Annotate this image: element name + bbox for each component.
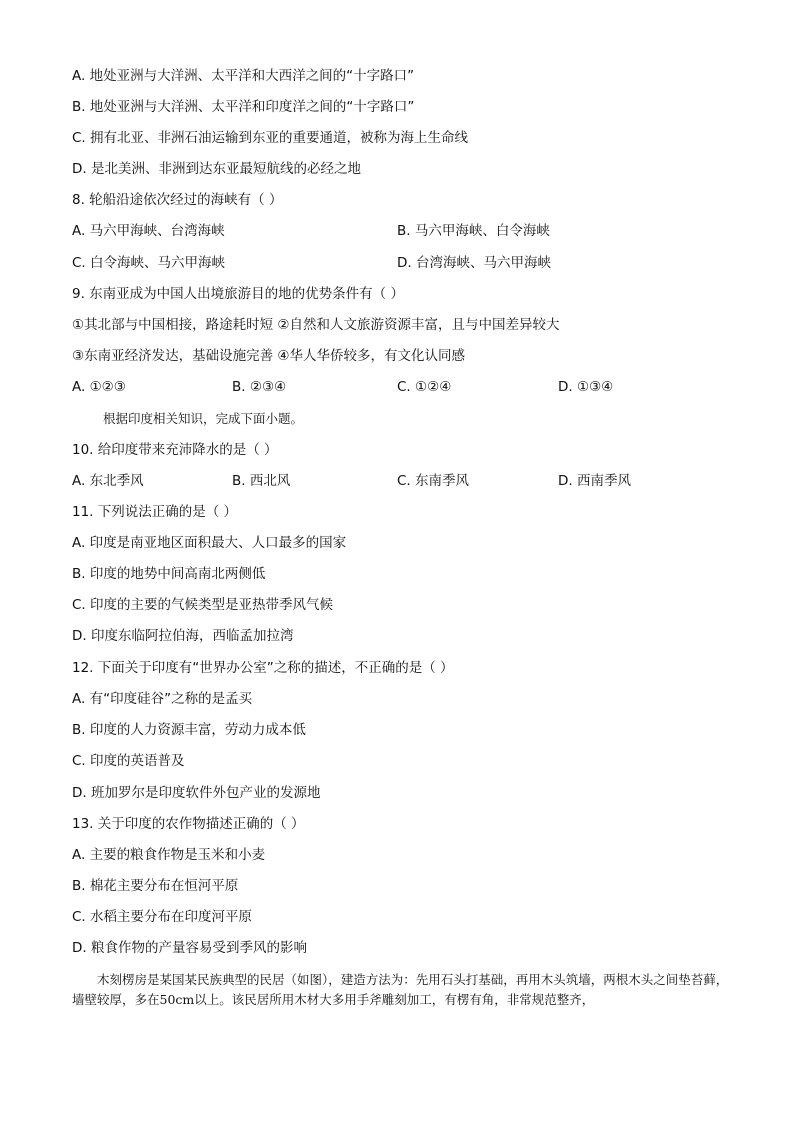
q9-statement-3-4: ③东南亚经济发达，基础设施完善 ④华人华侨较多，有文化认同感	[72, 348, 465, 364]
q13-option-d: D. 粮食作物的产量容易受到季风的影响	[72, 940, 307, 956]
q10-option-a: A. 东北季风	[72, 473, 144, 489]
q8-option-d: D. 台湾海峡、马六甲海峡	[397, 255, 551, 271]
q12-option-d: D. 班加罗尔是印度软件外包产业的发源地	[72, 785, 321, 801]
q11-option-d: D. 印度东临阿拉伯海，西临孟加拉湾	[72, 628, 294, 644]
passage-wooden-house: 木刻楞房是某国某民族典型的民居（如图），建造方法为：先用石头打基础，再用木头筑墙，两根木头之间垫苔藓，墙壁较厚，多在50cm以上。该民居所用木材大多用手斧雕刻加工，有楞有角，非常规范整齐，	[72, 972, 729, 1007]
q9-statement-1-2: ①其北部与中国相接，路途耗时短 ②自然和人文旅游资源丰富，且与中国差异较大	[72, 317, 560, 333]
q11-option-c: C. 印度的主要的气候类型是亚热带季风气候	[72, 597, 334, 613]
q12-option-a: A. 有“印度硅谷”之称的是孟买	[72, 691, 253, 707]
q7-option-d: D. 是北美洲、非洲到达东亚最短航线的必经之地	[72, 161, 361, 177]
q11-option-a: A. 印度是南亚地区面积最大、人口最多的国家	[72, 535, 347, 551]
q10-stem: 10. 给印度带来充沛降水的是（ ）	[72, 442, 278, 458]
india-section-intro: 根据印度相关知识，完成下面小题。	[103, 411, 304, 426]
q7-option-a: A. 地处亚洲与大洋洲、太平洋和大西洋之间的“十字路口”	[72, 68, 415, 84]
q13-option-a: A. 主要的粮食作物是玉米和小麦	[72, 847, 266, 863]
q9-stem: 9. 东南亚成为中国人出境旅游目的地的优势条件有（ ）	[72, 286, 404, 302]
q8-stem: 8. 轮船沿途依次经过的海峡有（ ）	[72, 192, 283, 208]
q12-option-b: B. 印度的人力资源丰富，劳动力成本低	[72, 722, 306, 738]
q11-option-b: B. 印度的地势中间高南北两侧低	[72, 566, 266, 582]
q9-option-a: A. ①②③	[72, 379, 126, 395]
q10-option-d: D. 西南季风	[558, 473, 631, 489]
q11-stem: 11. 下列说法正确的是（ ）	[72, 504, 238, 520]
q8-option-a: A. 马六甲海峡、台湾海峡	[72, 223, 225, 239]
q12-stem: 12. 下面关于印度有“世界办公室”之称的描述，不正确的是（ ）	[72, 660, 454, 676]
q13-stem: 13. 关于印度的农作物描述正确的（ ）	[72, 816, 305, 832]
q9-option-c: C. ①②④	[397, 379, 452, 395]
q13-option-c: C. 水稻主要分布在印度河平原	[72, 909, 253, 925]
q12-option-c: C. 印度的英语普及	[72, 753, 185, 769]
q9-option-d: D. ①③④	[558, 379, 614, 395]
q8-option-b: B. 马六甲海峡、白令海峡	[397, 223, 550, 239]
q9-option-b: B. ②③④	[232, 379, 287, 395]
q7-option-c: C. 拥有北亚、非洲石油运输到东亚的重要通道，被称为海上生命线	[72, 130, 469, 146]
q10-option-b: B. 西北风	[232, 473, 291, 489]
q13-option-b: B. 棉花主要分布在恒河平原	[72, 878, 239, 894]
q8-option-c: C. 白令海峡、马六甲海峡	[72, 255, 226, 271]
q10-option-c: C. 东南季风	[397, 473, 470, 489]
q7-option-b: B. 地处亚洲与大洋洲、太平洋和印度洋之间的“十字路口”	[72, 99, 415, 115]
